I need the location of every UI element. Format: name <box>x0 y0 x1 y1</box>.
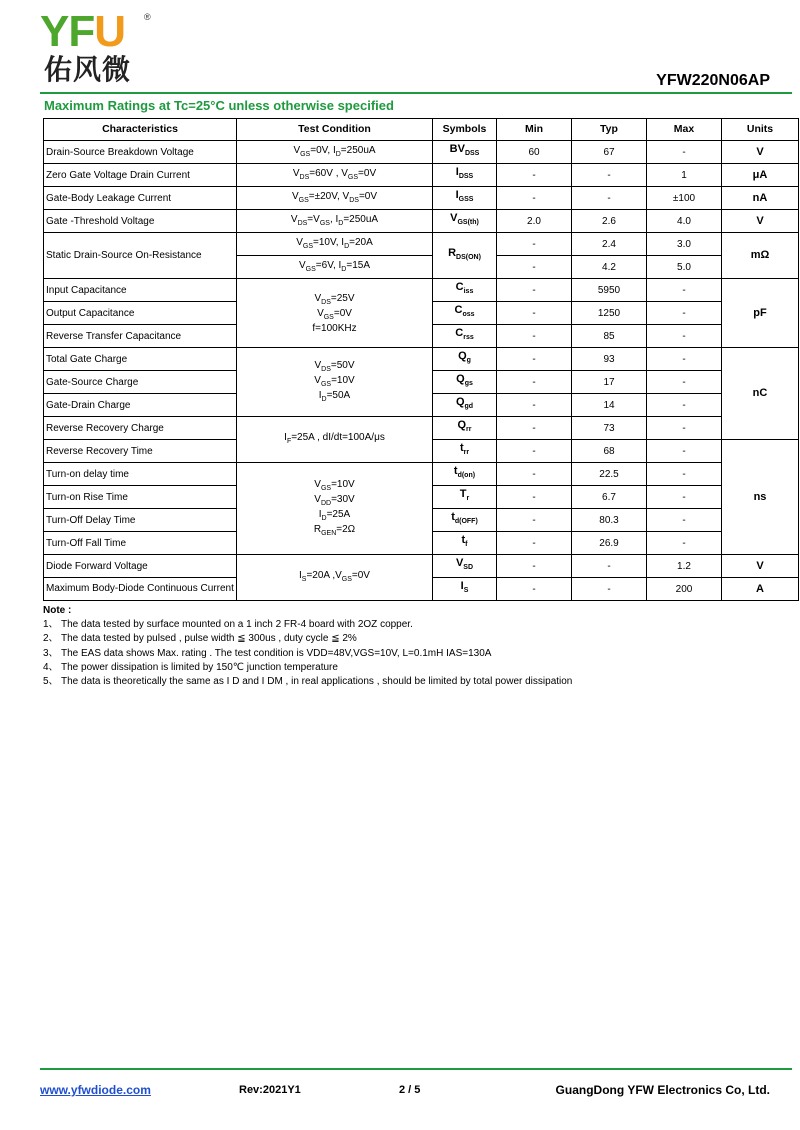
unit-cell: V <box>722 555 799 578</box>
min-cell: - <box>497 256 572 279</box>
table-row <box>44 233 799 256</box>
char-cell: Reverse Transfer Capacitance <box>44 325 237 348</box>
char-cell: Input Capacitance <box>44 279 237 302</box>
typ-cell: - <box>572 555 647 578</box>
symbol-cell: $T_r$ <box>433 486 497 509</box>
char-cell: Diode Forward Voltage <box>44 555 237 578</box>
typ-cell: 4.2 <box>572 256 647 279</box>
min-cell: - <box>497 555 572 578</box>
min-cell: - <box>497 486 572 509</box>
typ-cell: 26.9 <box>572 532 647 555</box>
max-cell: - <box>647 440 722 463</box>
max-cell: - <box>647 348 722 371</box>
note-item: 1、 The data tested by surface mounted on a 1 inch 2 FR-4 board with 2OZ copper. <box>43 619 413 631</box>
max-cell: - <box>647 417 722 440</box>
table-row <box>44 555 799 578</box>
unit-cell: pF <box>722 279 799 348</box>
min-cell: 2.0 <box>497 210 572 233</box>
unit-cell: V <box>722 141 799 164</box>
company-logo <box>40 7 160 92</box>
header-max: Max <box>647 119 722 141</box>
char-cell: Total Gate Charge <box>44 348 237 371</box>
condition-cell: $V_{DS}=25V$ $V_{GS}=0V$ f=100KHz <box>237 279 433 348</box>
min-cell: - <box>497 509 572 532</box>
symbol-cell: $C_{oss}$ <box>433 302 497 325</box>
max-cell: - <box>647 279 722 302</box>
min-cell: 60 <box>497 141 572 164</box>
typ-cell: 2.4 <box>572 233 647 256</box>
condition-cell: $I_F=25A$ , dI/dt=100A/μs <box>237 417 433 463</box>
logo-letters <box>40 7 126 56</box>
header-divider <box>40 92 792 94</box>
typ-cell: 93 <box>572 348 647 371</box>
char-cell: Drain-Source Breakdown Voltage <box>44 141 237 164</box>
min-cell: - <box>497 532 572 555</box>
min-cell: - <box>497 371 572 394</box>
min-cell: - <box>497 325 572 348</box>
max-cell: - <box>647 302 722 325</box>
max-cell: 3.0 <box>647 233 722 256</box>
min-cell: - <box>497 279 572 302</box>
max-cell: - <box>647 509 722 532</box>
char-cell: Turn-on Rise Time <box>44 486 237 509</box>
table-row <box>44 210 799 233</box>
unit-cell: nA <box>722 187 799 210</box>
unit-cell: A <box>722 578 799 601</box>
company-name: GuangDong YFW Electronics Co, Ltd. <box>555 1083 770 1097</box>
typ-cell: - <box>572 164 647 187</box>
min-cell: - <box>497 348 572 371</box>
symbol-cell: $t_{d(OFF)}$ <box>433 509 497 532</box>
table-row <box>44 417 799 440</box>
symbol-cell: $t_f$ <box>433 532 497 555</box>
max-cell: 200 <box>647 578 722 601</box>
symbol-cell: $BV_{DSS}$ <box>433 141 497 164</box>
typ-cell: 73 <box>572 417 647 440</box>
symbol-cell: $Q_g$ <box>433 348 497 371</box>
typ-cell: 17 <box>572 371 647 394</box>
table-row <box>44 187 799 210</box>
min-cell: - <box>497 463 572 486</box>
footer-divider <box>40 1068 792 1070</box>
symbol-cell: $Q_{gs}$ <box>433 371 497 394</box>
header-typ: Typ <box>572 119 647 141</box>
max-cell: ±100 <box>647 187 722 210</box>
min-cell: - <box>497 233 572 256</box>
notes-section <box>43 604 572 689</box>
electrical-characteristics-table <box>43 118 799 601</box>
header-units: Units <box>722 119 799 141</box>
symbol-cell: $t_{rr}$ <box>433 440 497 463</box>
note-item: 5、 The data is theoretically the same as I D and I DM , in real applications , should be limited by total power dissipation <box>43 676 573 688</box>
note-item: 4、 The power dissipation is limited by 150℃ junction temperature <box>43 661 338 673</box>
char-cell: Maximum Body-Diode Continuous Current <box>44 578 237 601</box>
logo-chinese-name: 佑风微 <box>44 53 132 86</box>
condition-cell: $V_{DS}=50V$ $V_{GS}=10V$ $I_D=50A$ <box>237 348 433 417</box>
header-characteristics: Characteristics <box>44 119 237 141</box>
symbol-cell: $V_{SD}$ <box>433 555 497 578</box>
website-link[interactable]: www.yfwdiode.com <box>40 1083 151 1097</box>
char-cell: Gate-Source Charge <box>44 371 237 394</box>
header-symbols: Symbols <box>433 119 497 141</box>
max-cell: - <box>647 371 722 394</box>
condition-cell: $V_{GS}=10V$, $I_D=20A$ <box>237 233 433 256</box>
unit-cell: ns <box>722 440 799 555</box>
notes-title: Note : <box>43 605 72 616</box>
max-cell: - <box>647 532 722 555</box>
unit-cell: nC <box>722 348 799 440</box>
table-row <box>44 141 799 164</box>
symbol-cell: $R_{DS(ON)}$ <box>433 233 497 279</box>
table-header-row <box>44 119 799 141</box>
char-cell: Turn-Off Fall Time <box>44 532 237 555</box>
char-cell: Turn-on delay time <box>44 463 237 486</box>
note-item: 2、 The data tested by pulsed , pulse width ≦ 300us , duty cycle ≦ 2% <box>43 633 357 645</box>
max-cell: 4.0 <box>647 210 722 233</box>
char-cell: Turn-Off Delay Time <box>44 509 237 532</box>
table-row <box>44 348 799 371</box>
condition-cell: $V_{GS}=10V$ $V_{DD}=30V$ $I_D=25A$ $R_{GEN}=2\Omega$ <box>237 463 433 555</box>
symbol-cell: $Q_{rr}$ <box>433 417 497 440</box>
typ-cell: 14 <box>572 394 647 417</box>
char-cell: Reverse Recovery Time <box>44 440 237 463</box>
char-cell: Gate-Body Leakage Current <box>44 187 237 210</box>
min-cell: - <box>497 164 572 187</box>
logo-letter-u: U <box>94 7 126 56</box>
part-number: YFW220N06AP <box>656 72 770 89</box>
condition-cell: $I_S=20A$ $,V_{GS}=0V$ <box>237 555 433 601</box>
typ-cell: 68 <box>572 440 647 463</box>
unit-cell: mΩ <box>722 233 799 279</box>
table-row <box>44 279 799 302</box>
max-cell: 1 <box>647 164 722 187</box>
max-cell: - <box>647 141 722 164</box>
table-row <box>44 164 799 187</box>
max-cell: - <box>647 325 722 348</box>
min-cell: - <box>497 302 572 325</box>
note-item: 3、 The EAS data shows Max. rating . The test condition is VDD=48V,VGS=10V, L=0.1mH IAS=130A <box>43 647 492 659</box>
section-title: Maximum Ratings at Tc=25°C unless otherwise specified <box>44 98 394 113</box>
max-cell: 5.0 <box>647 256 722 279</box>
symbol-cell: $I_S$ <box>433 578 497 601</box>
typ-cell: 67 <box>572 141 647 164</box>
revision-label: Rev:2021Y1 <box>239 1084 301 1096</box>
logo-letters-yf: YF <box>40 7 95 56</box>
typ-cell: 6.7 <box>572 486 647 509</box>
max-cell: - <box>647 486 722 509</box>
condition-cell: $V_{DS}=60V$ , $V_{GS}=0V$ <box>237 164 433 187</box>
header-min: Min <box>497 119 572 141</box>
min-cell: - <box>497 417 572 440</box>
min-cell: - <box>497 578 572 601</box>
char-cell: Output Capacitance <box>44 302 237 325</box>
typ-cell: - <box>572 578 647 601</box>
typ-cell: 80.3 <box>572 509 647 532</box>
typ-cell: 2.6 <box>572 210 647 233</box>
symbol-cell: $I_{DSS}$ <box>433 164 497 187</box>
table-row <box>44 463 799 486</box>
symbol-cell: $C_{iss}$ <box>433 279 497 302</box>
min-cell: - <box>497 394 572 417</box>
condition-cell: $V_{DS}=V_{GS}$, $I_D=250uA$ <box>237 210 433 233</box>
char-cell: Gate-Drain Charge <box>44 394 237 417</box>
symbol-cell: $Q_{gd}$ <box>433 394 497 417</box>
registered-mark: ® <box>144 12 151 22</box>
max-cell: 1.2 <box>647 555 722 578</box>
char-cell: Reverse Recovery Charge <box>44 417 237 440</box>
unit-cell: V <box>722 210 799 233</box>
typ-cell: 1250 <box>572 302 647 325</box>
max-cell: - <box>647 394 722 417</box>
symbol-cell: $V_{GS(th)}$ <box>433 210 497 233</box>
symbol-cell: $t_{d(on)}$ <box>433 463 497 486</box>
typ-cell: 5950 <box>572 279 647 302</box>
typ-cell: - <box>572 187 647 210</box>
char-cell: Gate -Threshold Voltage <box>44 210 237 233</box>
header-test-condition: Test Condition <box>237 119 433 141</box>
typ-cell: 85 <box>572 325 647 348</box>
symbol-cell: $I_{GSS}$ <box>433 187 497 210</box>
condition-cell: $V_{GS}=0V$, $I_D=250uA$ <box>237 141 433 164</box>
max-cell: - <box>647 463 722 486</box>
page-number: 2 / 5 <box>399 1084 421 1096</box>
min-cell: - <box>497 187 572 210</box>
unit-cell: μA <box>722 164 799 187</box>
symbol-cell: $C_{rss}$ <box>433 325 497 348</box>
min-cell: - <box>497 440 572 463</box>
char-cell: Zero Gate Voltage Drain Current <box>44 164 237 187</box>
char-cell: Static Drain-Source On-Resistance <box>44 233 237 279</box>
condition-cell: $V_{GS}=6V$, $I_D=15A$ <box>237 256 433 279</box>
condition-cell: $V_{GS}=\pm 20V$, $V_{DS}=0V$ <box>237 187 433 210</box>
typ-cell: 22.5 <box>572 463 647 486</box>
